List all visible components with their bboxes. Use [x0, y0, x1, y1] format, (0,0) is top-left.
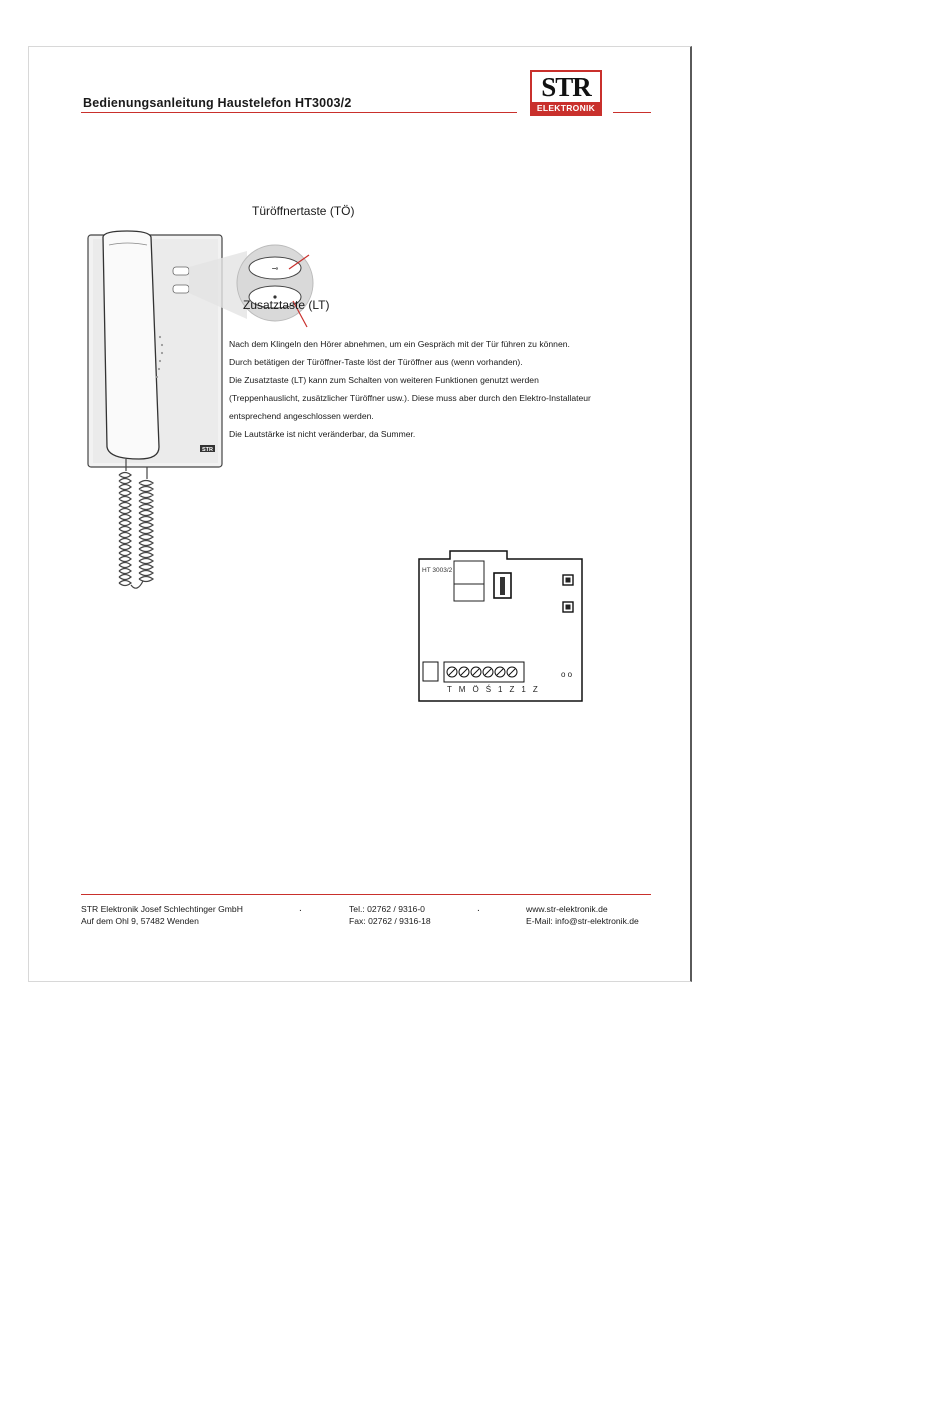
- header-rule-left: [81, 112, 517, 113]
- instruction-line: Nach dem Klingeln den Hörer abnehmen, um ein Gespräch mit der Tür führen zu können.: [229, 339, 570, 349]
- callout-aux-key: Zusatztaste (LT): [243, 298, 330, 312]
- footer-email[interactable]: E-Mail: info@str-elektronik.de: [526, 916, 639, 926]
- footer-website[interactable]: www.str-elektronik.de: [526, 904, 608, 914]
- coiled-cord: [119, 459, 153, 588]
- footer-rule: [81, 894, 651, 895]
- footer-address: Auf dem Ohl 9, 57482 Wenden: [81, 916, 199, 926]
- logo-wordmark: STR: [541, 72, 591, 102]
- board-label: HT 3003/2: [422, 567, 453, 574]
- instruction-line: Durch betätigen der Türöffner-Taste löst der Türöffner aus (wenn vorhanden).: [229, 357, 523, 367]
- aux-key: [173, 285, 189, 293]
- instruction-line: Die Lautstärke ist nicht veränderbar, da Summer.: [229, 429, 416, 439]
- manual-page: [28, 46, 692, 982]
- brand-badge-text: STR: [202, 447, 213, 453]
- footer-fax: Fax: 02762 / 9316-18: [349, 916, 431, 926]
- footer-company: STR Elektronik Josef Schlechtinger GmbH: [81, 904, 243, 914]
- instruction-text: [229, 335, 659, 443]
- callout-door-key: Türöffnertaste (TÖ): [252, 204, 355, 218]
- door-open-key: [173, 267, 189, 275]
- terminal-labels: T M Ö Ś 1 Z 1 Z: [447, 685, 541, 694]
- phone-handset: [103, 231, 159, 459]
- footer-separator: .: [477, 903, 480, 914]
- svg-text:⊸: ⊸: [271, 264, 279, 273]
- board-aux-marks: o o: [561, 670, 573, 679]
- header-rule-right: [613, 112, 651, 113]
- instruction-line: (Treppenhauslicht, zusätzlicher Türöffner usw.). Diese muss aber durch den Elektro-Installateur: [229, 393, 591, 403]
- circuit-board-diagram: [417, 549, 587, 707]
- instruction-line: Die Zusatztaste (LT) kann zum Schalten von weiteren Funktionen genutzt werden: [229, 375, 539, 385]
- logo-subline: ELEKTRONIK: [532, 102, 600, 114]
- instruction-line: entsprechend angeschlossen werden.: [229, 411, 374, 421]
- page-title: Bedienungsanleitung Haustelefon HT3003/2: [83, 96, 352, 110]
- footer-separator: .: [299, 903, 302, 914]
- company-logo: [530, 70, 602, 116]
- footer-phone: Tel.: 02762 / 9316-0: [349, 904, 425, 914]
